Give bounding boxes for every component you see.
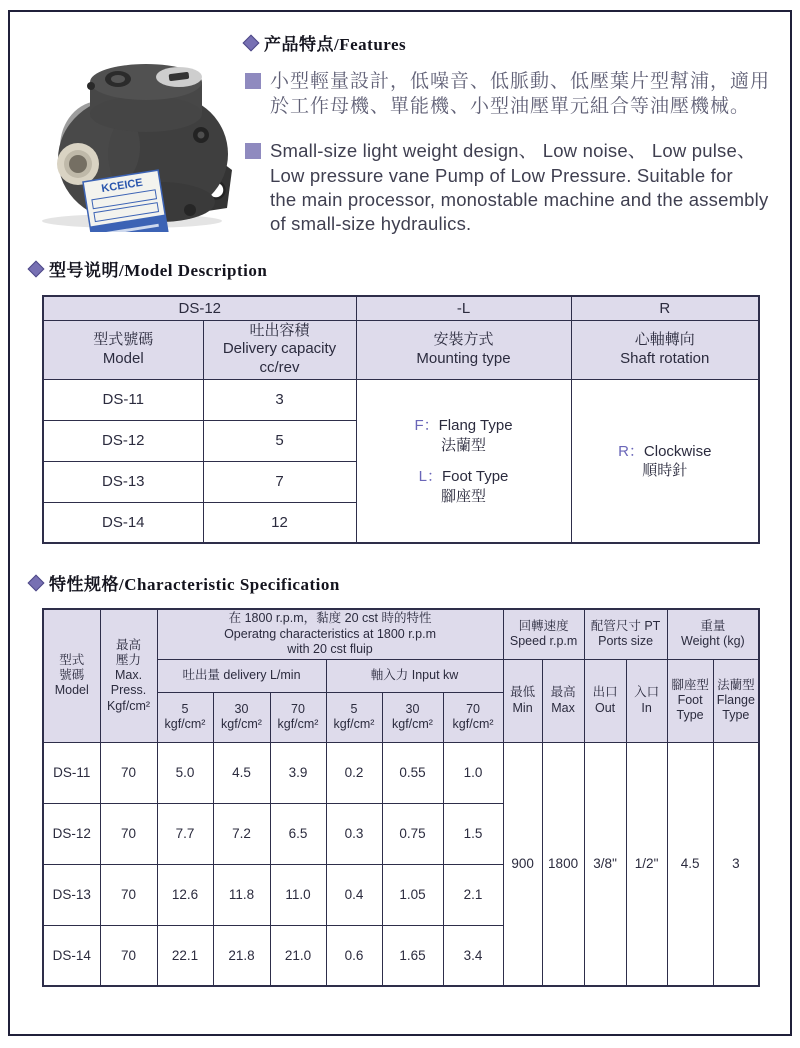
spec-speed-max-cell: 1800: [542, 742, 584, 986]
spec-input-cell: 0.4: [326, 864, 382, 925]
spec-delivery-cell: 21.8: [213, 925, 270, 986]
spec-delivery-cell: 7.2: [213, 803, 270, 864]
pressure-col-header: 70 kgf/cm²: [443, 692, 503, 742]
pressure-col-header: 5 kgf/cm²: [157, 692, 213, 742]
model-column-header: 型式號碼 Model: [43, 320, 203, 379]
diamond-icon: [28, 260, 45, 277]
spec-speed-header: 回轉速度 Speed r.p.m: [503, 609, 584, 659]
capacity-cell: 3: [203, 379, 356, 420]
spec-delivery-cell: 6.5: [270, 803, 326, 864]
spec-input-cell: 0.75: [382, 803, 443, 864]
shaft-rotation-cell: R：Clockwise 順時針: [571, 379, 759, 543]
model-description-heading-label: 型号说明/Model Description: [49, 261, 268, 280]
diamond-icon: [28, 574, 45, 591]
model-description-heading: [30, 256, 267, 281]
spec-port-out-header: 出口 Out: [584, 659, 626, 742]
model-code-header: DS-12: [43, 296, 356, 320]
spec-input-cell: 1.0: [443, 742, 503, 803]
spec-weight-header: 重量 Weight (kg): [667, 609, 759, 659]
spec-delivery-cell: 5.0: [157, 742, 213, 803]
feature-en-line: Low pressure vane Pump of Low Pressure. Suitable for: [270, 164, 733, 186]
capacity-cell: 7: [203, 461, 356, 502]
spec-press-cell: 70: [100, 925, 157, 986]
spec-input-cell: 0.3: [326, 803, 382, 864]
rotation-column-header: 心軸轉向 Shaft rotation: [571, 320, 759, 379]
mounting-column-header: 安裝方式 Mounting type: [356, 320, 571, 379]
characteristic-specification-heading: [30, 570, 340, 595]
spec-input-cell: 1.65: [382, 925, 443, 986]
spec-speed-min-cell: 900: [503, 742, 542, 986]
pressure-col-header: 30 kgf/cm²: [213, 692, 270, 742]
spec-model-cell: DS-11: [43, 742, 100, 803]
spec-weight-flange-header: 法蘭型 Flange Type: [713, 659, 759, 742]
spec-port-in-header: 入口 In: [626, 659, 667, 742]
spec-operating-header: 在 1800 r.p.m，黏度 20 cst 時的特性 Operatng characteristics at 1800 r.p.m with 20 cst fluip: [157, 609, 503, 659]
features-heading-label: 产品特点/Features: [264, 35, 407, 54]
spec-model-cell: DS-13: [43, 864, 100, 925]
capacity-cell: 5: [203, 420, 356, 461]
feature-item-english: [245, 139, 775, 237]
model-description-table: [42, 295, 760, 544]
characteristic-specification-heading-label: 特性规格/Characteristic Specification: [49, 575, 340, 594]
spec-max-pressure-header: 最高 壓力 Max. Press. Kgf/cm²: [100, 609, 157, 742]
spec-delivery-cell: 4.5: [213, 742, 270, 803]
spec-weight-foot-header: 腳座型 Foot Type: [667, 659, 713, 742]
mount-code-header: -L: [356, 296, 571, 320]
spec-port-in-cell: 1/2": [626, 742, 667, 986]
pump-photo: [28, 52, 236, 232]
spec-weight-flange-cell: 3: [713, 742, 759, 986]
pressure-col-header: 5 kgf/cm²: [326, 692, 382, 742]
spec-press-cell: 70: [100, 803, 157, 864]
square-bullet-icon: [245, 143, 261, 159]
features-section: [245, 30, 775, 257]
spec-speed-min-header: 最低 Min: [503, 659, 542, 742]
feature-en-line: the main processor, monostable machine and the assembly: [270, 188, 769, 210]
spec-input-cell: 0.2: [326, 742, 382, 803]
characteristic-specification-table: [42, 608, 760, 987]
pressure-col-header: 30 kgf/cm²: [382, 692, 443, 742]
model-cell: DS-11: [43, 379, 203, 420]
spec-delivery-cell: 21.0: [270, 925, 326, 986]
spec-delivery-cell: 3.9: [270, 742, 326, 803]
spec-port-out-cell: 3/8": [584, 742, 626, 986]
rotation-code-header: R: [571, 296, 759, 320]
spec-input-group-header: 軸入力 Input kw: [326, 659, 503, 692]
spec-speed-max-header: 最高 Max: [542, 659, 584, 742]
spec-model-cell: DS-14: [43, 925, 100, 986]
model-cell: DS-13: [43, 461, 203, 502]
capacity-cell: 12: [203, 502, 356, 543]
spec-model-header: 型式 號碼 Model: [43, 609, 100, 742]
spec-input-cell: 1.5: [443, 803, 503, 864]
spec-ports-header: 配管尺寸 PT Ports size: [584, 609, 667, 659]
spec-model-cell: DS-12: [43, 803, 100, 864]
spec-input-cell: 0.55: [382, 742, 443, 803]
spec-delivery-cell: 22.1: [157, 925, 213, 986]
feature-zh-line: 於工作母機、單能機、小型油壓單元組合等油壓機械。: [270, 96, 751, 118]
feature-en-line: of small-size hydraulics.: [270, 213, 472, 235]
spec-press-cell: 70: [100, 742, 157, 803]
pressure-col-header: 70 kgf/cm²: [270, 692, 326, 742]
spec-delivery-group-header: 吐出量 delivery L/min: [157, 659, 326, 692]
pump-label-sticker: [83, 170, 168, 232]
diamond-icon: [243, 34, 260, 51]
spec-input-cell: 2.1: [443, 864, 503, 925]
feature-item-chinese: [245, 69, 775, 119]
spec-input-cell: 1.05: [382, 864, 443, 925]
spec-delivery-cell: 11.8: [213, 864, 270, 925]
spec-input-cell: 0.6: [326, 925, 382, 986]
feature-en-line: Small-size light weight design、 Low noise、 Low pulse、: [270, 140, 756, 162]
spec-delivery-cell: 11.0: [270, 864, 326, 925]
model-cell: DS-14: [43, 502, 203, 543]
spec-delivery-cell: 7.7: [157, 803, 213, 864]
spec-input-cell: 3.4: [443, 925, 503, 986]
model-cell: DS-12: [43, 420, 203, 461]
features-heading: [245, 30, 775, 55]
mounting-type-cell: F：Flang Type 法蘭型 L：Foot Type 腳座型: [356, 379, 571, 543]
pump-brand-text: KCEICE: [100, 176, 144, 196]
feature-zh-line: 小型輕量設計，低噪音、低脈動、低壓葉片型幫浦，適用: [270, 71, 771, 92]
square-bullet-icon: [245, 73, 261, 89]
table-row: [43, 379, 759, 420]
spec-weight-foot-cell: 4.5: [667, 742, 713, 986]
delivery-column-header: 吐出容積 Delivery capacity cc/rev: [203, 320, 356, 379]
spec-press-cell: 70: [100, 864, 157, 925]
spec-delivery-cell: 12.6: [157, 864, 213, 925]
table-row: [43, 742, 759, 803]
vane-pump-illustration: [28, 52, 236, 232]
